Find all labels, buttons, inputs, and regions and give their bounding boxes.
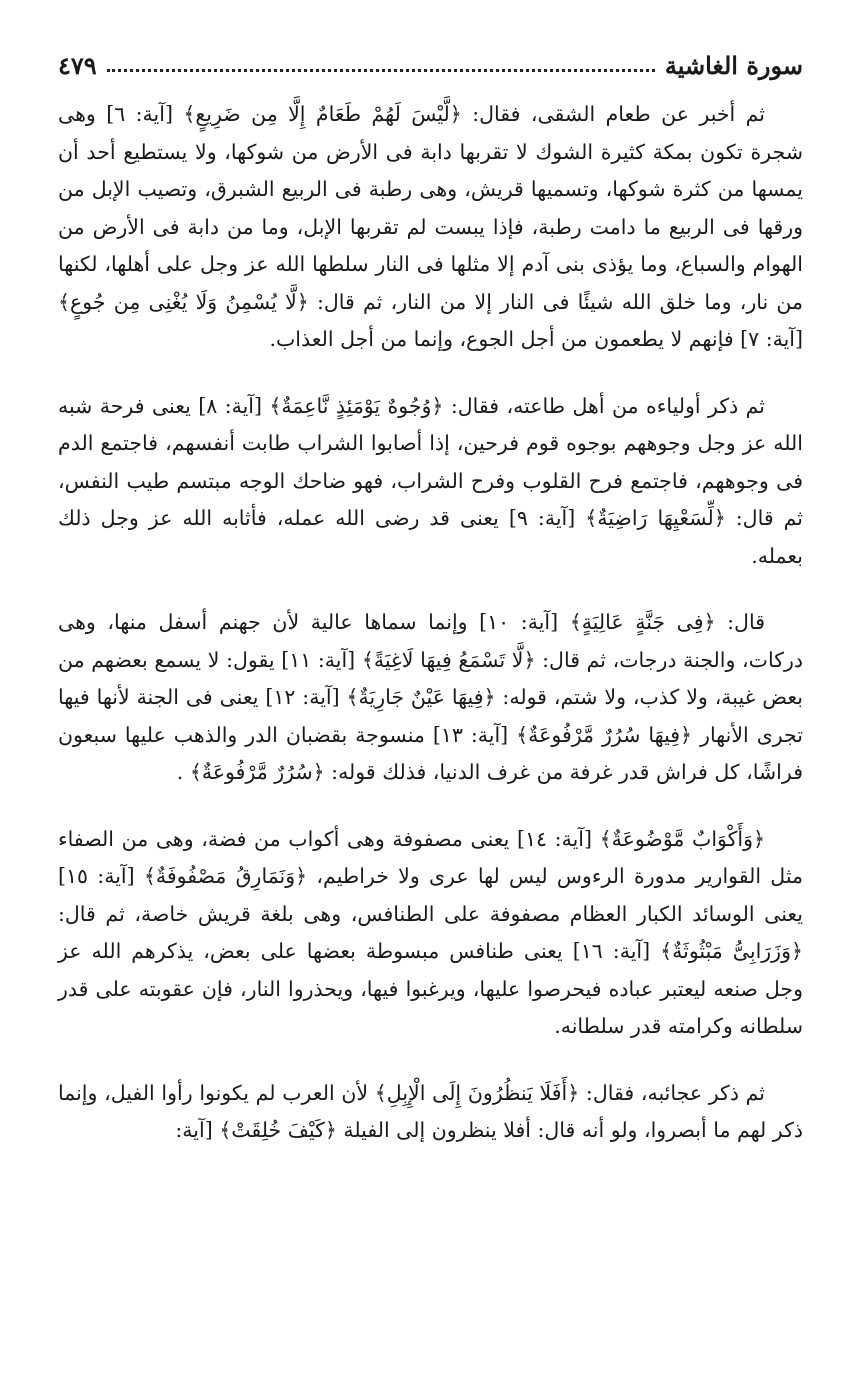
paragraph-5: ثم ذكر عجائبه، فقال: ﴿أَفَلَا يَنظُرُونَ إِلَى الْإِبِلِ﴾ لأن العرب لم يكونوا رأوا الفيل، وإنما ذكر لهم ما أبصروا، ولو أنه قال: أفلا ينظرون إلى الفيلة ﴿كَيْفَ خُلِقَتْ﴾ [آية:: [58, 1080, 803, 1142]
paragraph-4: ﴿وَأَكْوَابٌ مَّوْضُوعَةٌ﴾ [آية: ١٤] يعنى مصفوفة وهى أكواب من فضة، وهى من الصفاء مثل القوارير مدورة الرءوس ليس لها عرى ولا خراطيم، ﴿وَنَمَارِقُ مَصْفُوفَةٌ﴾ [آية: ١٥] يعنى الوسائد الكبار العظام مصفوفة على الطنافس، وهى بلغة قريش خاصة، ثم قال: ﴿وَزَرَابِىُّ مَبْثُوثَةٌ﴾ [آية: ١٦] يعنى طنافس مبسوطة بعضها على بعض، يذكرهم الله عز وجل صنعه ليعتبر عباده فيحرصوا عليها، ويرغبوا فيها، ويحذروا النار، فإن عقوبته على قدر سلطانه وكرامته قدر سلطانه.: [58, 826, 803, 1038]
paragraph-2: ثم ذكر أولياءه من أهل طاعته، فقال: ﴿وُجُوهٌ يَوْمَئِذٍ نَّاعِمَةٌ﴾ [آية: ٨] يعنى فرحة شبه الله عز وجل وجوههم بوجوه قوم فرحين، إذا أصابوا الشراب طابت أنفسهم، فاجتمع الدم فى وجوههم، فاجتمع فرح القلوب وفرح الشراب، فهو ضاحك الوجه مبتسم طيب النفس، ثم قال: ﴿لِّسَعْيِهَا رَاضِيَةٌ﴾ [آية: ٩] يعنى قد رضى الله عمله، فأثابه الله عز وجل ذلك بعمله.: [58, 393, 803, 568]
book-page: [58, 0, 803, 1373]
surah-title: سورة الغاشية: [664, 51, 803, 80]
header-dotted-leader: [107, 68, 655, 72]
page-header: [58, 40, 803, 80]
page-number: ٤٧٩: [58, 51, 97, 80]
page-body: [58, 96, 803, 1179]
paragraph-1: ثم أخبر عن طعام الشقى، فقال: ﴿لَّيْسَ لَهُمْ طَعَامٌ إِلَّا مِن ضَرِيعٍ﴾ [آية: ٦] وهى شجرة تكون بمكة كثيرة الشوك لا تقربها دابة فى الأرض من شوكها، ولا يستطيع أحد أن يمسها من كثرة شوكها، وتسميها قريش، وهى رطبة فى الربيع الشبرق، وتصيب الإبل من ورقها فى الربيع ما دامت رطبة، فإذا يبست لم تقربها الإبل، وما من دابة فى الأرض من الهوام والسباع، وما يؤذى بنى آدم إلا مثلها فى النار سلطها الله عز وجل على أهلها، لكنها من نار، وما خلق الله شيئًا فى النار إلا من النار، ثم قال: ﴿لَّا يُسْمِنُ وَلَا يُغْنِى مِن جُوعٍ﴾ [آية: ٧] فإنهم لا يطعمون من أجل الجوع، وإنما من أجل العذاب.: [58, 102, 803, 351]
paragraph-3: قال: ﴿فِى جَنَّةٍ عَالِيَةٍ﴾ [آية: ١٠] وإنما سماها عالية لأن جهنم أسفل منها، وهى دركات، والجنة درجات، ثم قال: ﴿لَّا تَسْمَعُ فِيهَا لَاغِيَةً﴾ [آية: ١١] يقول: لا يسمع بعضهم من بعض غيبة، ولا كذب، ولا شتم، قوله: ﴿فِيهَا عَيْنٌ جَارِيَةٌ﴾ [آية: ١٢] يعنى فى الجنة لأنها فيها تجرى الأنهار ﴿فِيهَا سُرُرٌ مَّرْفُوعَةٌ﴾ [آية: ١٣] منسوجة بقضبان الدر والذهب عليها سبعون فراشًا، كل فراش قدر غرفة من غرف الدنيا، فذلك قوله: ﴿سُرُرٌ مَّرْفُوعَةٌ﴾ .: [58, 610, 803, 784]
